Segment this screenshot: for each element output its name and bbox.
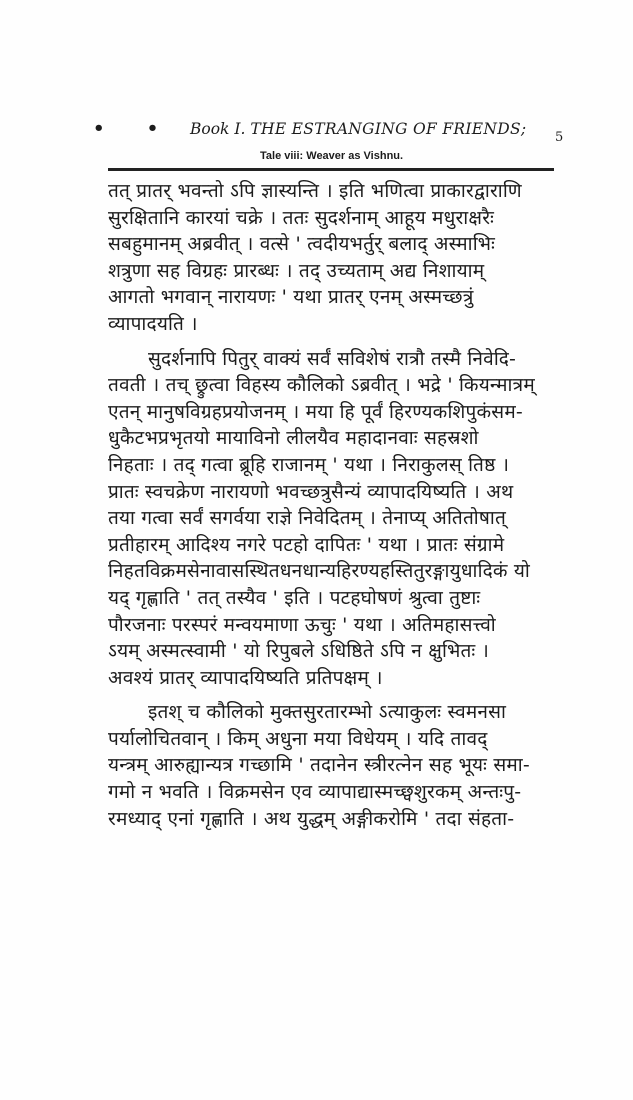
- text-line: रमध्याद् एनां गृह्णाति । अथ युद्धम् अङ्गीकरोमि ' तदा संहता-: [108, 807, 515, 830]
- text-line: निहताः । तद् गत्वा ब्रूहि राजानम् ' यथा । निराकुलस् तिष्ठ ।: [108, 453, 510, 476]
- page-number: 5: [555, 130, 564, 145]
- text-line: शत्रुणा सह विग्रहः प्रारब्धः । तद् उच्यताम् अद्य निशायाम्: [108, 259, 485, 282]
- text-line: धुकैटभप्रभृतयो मायाविनो लीलयैव महादानवाः सहस्रशो: [108, 427, 479, 450]
- text-line: एतन् मानुषविग्रहप्रयोजनम् । मया हि पूर्वं हिरण्यकशिपुकंसम-: [108, 400, 523, 423]
- text-line: अवश्यं प्रातर् व्यापादयिष्यति प्रतिपक्षम् ।: [108, 666, 383, 689]
- text-line: तवती । तच् छ्रुत्वा विहस्य कौलिको ऽब्रवीत् । भद्रे ' कियन्मात्रम्: [108, 374, 535, 397]
- text-line: सबहुमानम् अब्रवीत् । वत्से ' त्वदीयभर्तुर् बलाद् अस्माभिः: [108, 233, 496, 256]
- text-line: पर्यालोचितवान् । किम् अधुना मया विधेयम् । यदि तावद्: [108, 727, 488, 750]
- text-line: पौरजनाः परस्परं मन्वयमाणा ऊचुः ' यथा । अतिमहासत्त्वो: [108, 613, 496, 636]
- running-header: [190, 120, 550, 138]
- running-title: THE ESTRANGING OF FRIENDS;: [250, 120, 527, 138]
- header-rule: [108, 168, 554, 171]
- paragraph-start-line: सुदर्शनापि पितुर् वाक्यं सर्वं सविशेषं रात्रौ तस्मै निवेदि-: [148, 347, 517, 370]
- text-line: प्रातः स्वचक्रेण नारायणो भवच्छत्रुसैन्यं व्यापादयिष्यति । अथ: [108, 480, 514, 503]
- text-line: तया गत्वा सर्वं सगर्वया राज्ञे निवेदितम् । तेनाप्य् अतितोषात्: [108, 507, 507, 530]
- book-label: Book I.: [190, 120, 246, 138]
- text-line: यन्त्रम् आरुह्यान्यत्र गच्छामि ' तदानेन स्त्रीरत्नेन सह भूयः समा-: [108, 754, 530, 777]
- text-line: प्रतीहारम् आदिश्य नगरे पटहो दापितः ' यथा । प्रातः संग्रामे: [108, 533, 505, 556]
- text-line: ऽयम् अस्मत्स्वामी ' यो रिपुबले ऽधिष्ठिते ऽपि न क्षुभितः ।: [108, 640, 490, 663]
- text-line: सुरक्षितानि कारयां चक्रे । ततः सुदर्शनाम् आहूय मधुराक्षरैः: [108, 206, 495, 229]
- text-line: तत् प्रातर् भवन्तो ऽपि ज्ञास्यन्ति । इति भणित्वा प्राकारद्वाराणि: [108, 180, 522, 202]
- margin-marks: • •: [93, 118, 177, 139]
- tale-subtitle: Tale viii: Weaver as Vishnu.: [260, 150, 404, 162]
- text-line: आगतो भगवान् नारायणः ' यथा प्रातर् एनम् अस्मच्छत्रुं: [108, 286, 474, 309]
- text-line: यद् गृह्णाति ' तत् तस्यैव ' इति । पटहघोषणं श्रुत्वा तुष्टाः: [108, 586, 481, 609]
- body-text: [108, 178, 560, 832]
- paragraph-start-line: इतश् च कौलिको मुक्तसुरतारम्भो ऽत्याकुलः स्वमनसा: [148, 701, 507, 724]
- text-line: गमो न भवति । विक्रमसेन एव व्यापाद्यास्मच्छ्वशुरकम् अन्तःपु-: [108, 781, 522, 804]
- text-line: व्यापादयति ।: [108, 312, 198, 335]
- text-line: निहतविक्रमसेनावासस्थितधनधान्यहिरण्यहस्तितुरङ्गायुधादिकं यो: [108, 560, 531, 583]
